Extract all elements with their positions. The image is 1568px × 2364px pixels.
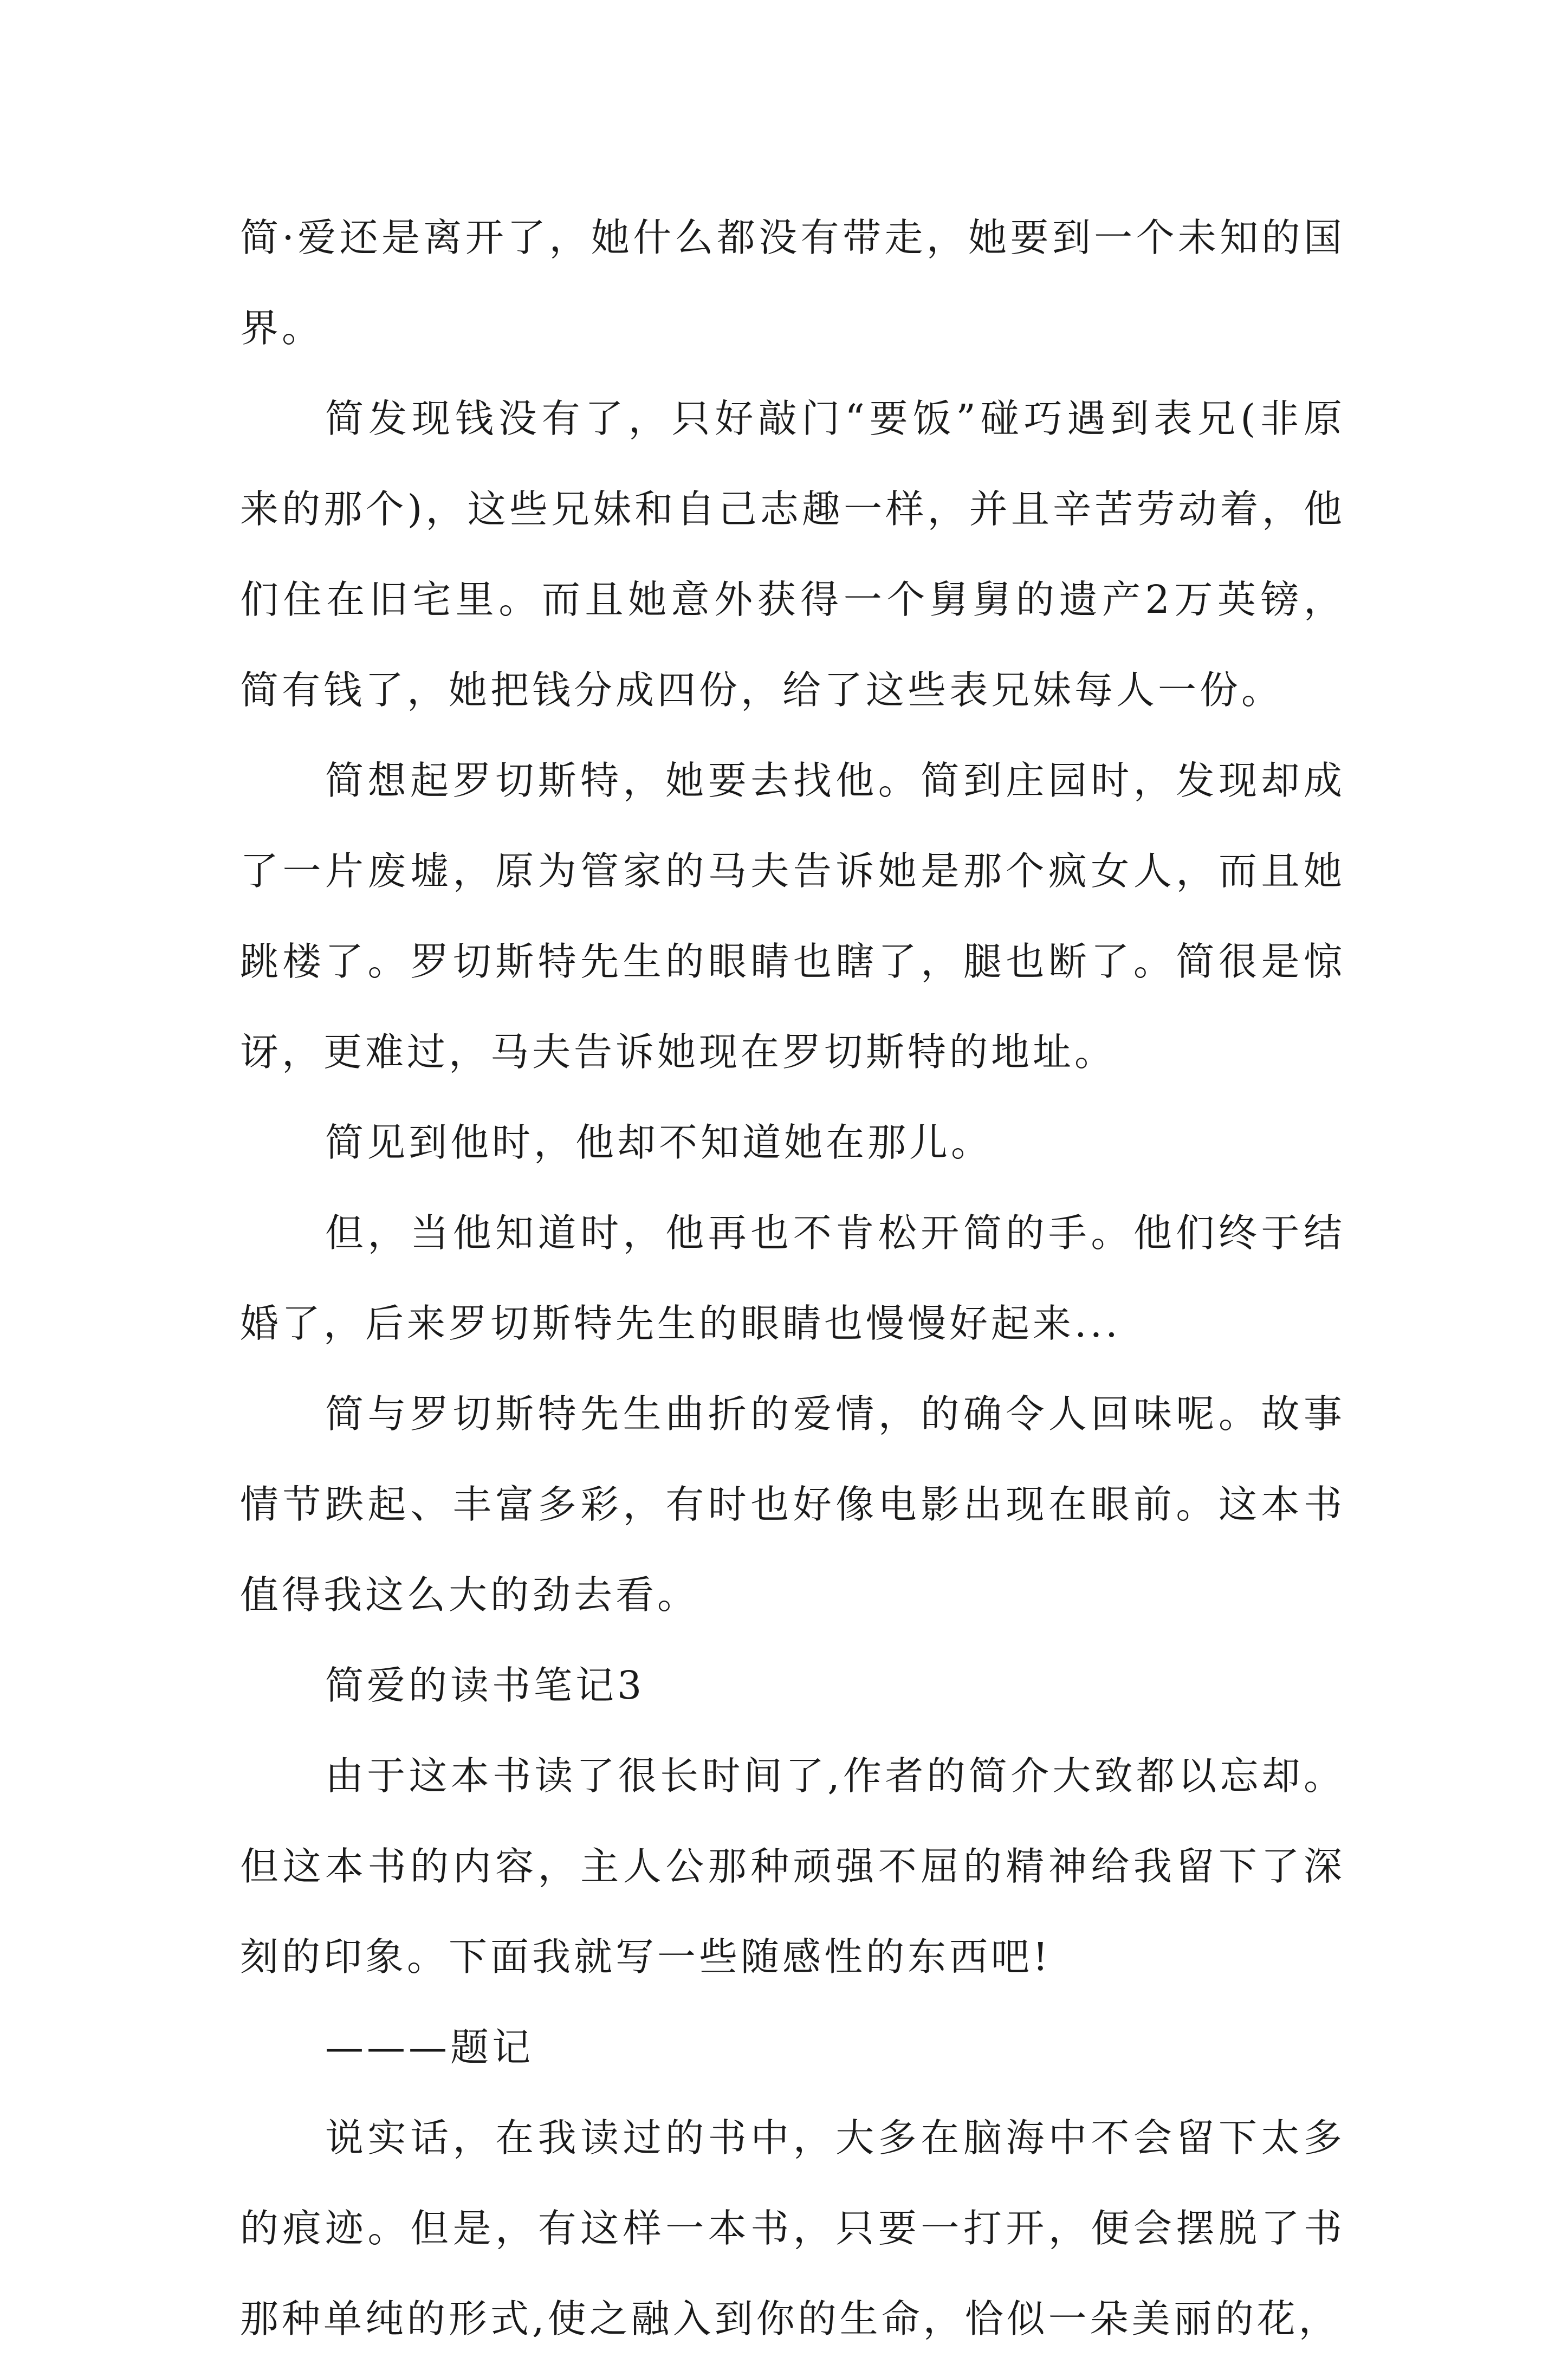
document-body xyxy=(240,192,1345,2364)
paragraph: 由于这本书读了很长时间了,作者的简介大致都以忘却。但这本书的内容，主人公那种顽强不屈的精神给我留下了深刻的印象。下面我就写一些随感性的东西吧! xyxy=(240,1753,1345,1979)
paragraph: 简发现钱没有了，只好敲门“要饭”碰巧遇到表兄(非原来的那个)，这些兄妹和自己志趣一样，并且辛苦劳动着，他们住在旧宅里。而且她意外获得一个舅舅的遗产2万英镑，简有钱了，她把钱分成四份，给了这些表兄妹每人一份。 xyxy=(240,396,1345,713)
paragraph: 简想起罗切斯特，她要去找他。简到庄园时，发现却成了一片废墟，原为管家的马夫告诉她是那个疯女人，而且她跳楼了。罗切斯特先生的眼睛也瞎了，腿也断了。简很是惊讶，更难过，马夫告诉她现在罗切斯特的地址。 xyxy=(240,758,1345,1074)
paragraph: 说实话，在我读过的书中，大多在脑海中不会留下太多的痕迹。但是，有这样一本书，只要一打开，便会摆脱了书那种单纯的形式,使之融入到你的生命，恰似一朵美丽的花， xyxy=(240,2115,1345,2341)
epigraph-signature: ———题记 xyxy=(325,2025,534,2070)
paragraph: 简·爱还是离开了，她什么都没有带走，她要到一个未知的国界。 xyxy=(240,215,1345,351)
paragraph: 简见到他时，他却不知道她在那儿。 xyxy=(325,1120,993,1165)
section-heading: 简爱的读书笔记3 xyxy=(325,1663,645,1708)
paragraph: 简与罗切斯特先生曲折的爱情，的确令人回味呢。故事情节跌起、丰富多彩，有时也好像电影出现在眼前。这本书值得我这么大的劲去看。 xyxy=(240,1391,1345,1617)
paragraph: 但，当他知道时，他再也不肯松开简的手。他们终于结婚了，后来罗切斯特先生的眼睛也慢慢好起来... xyxy=(240,1210,1345,1346)
